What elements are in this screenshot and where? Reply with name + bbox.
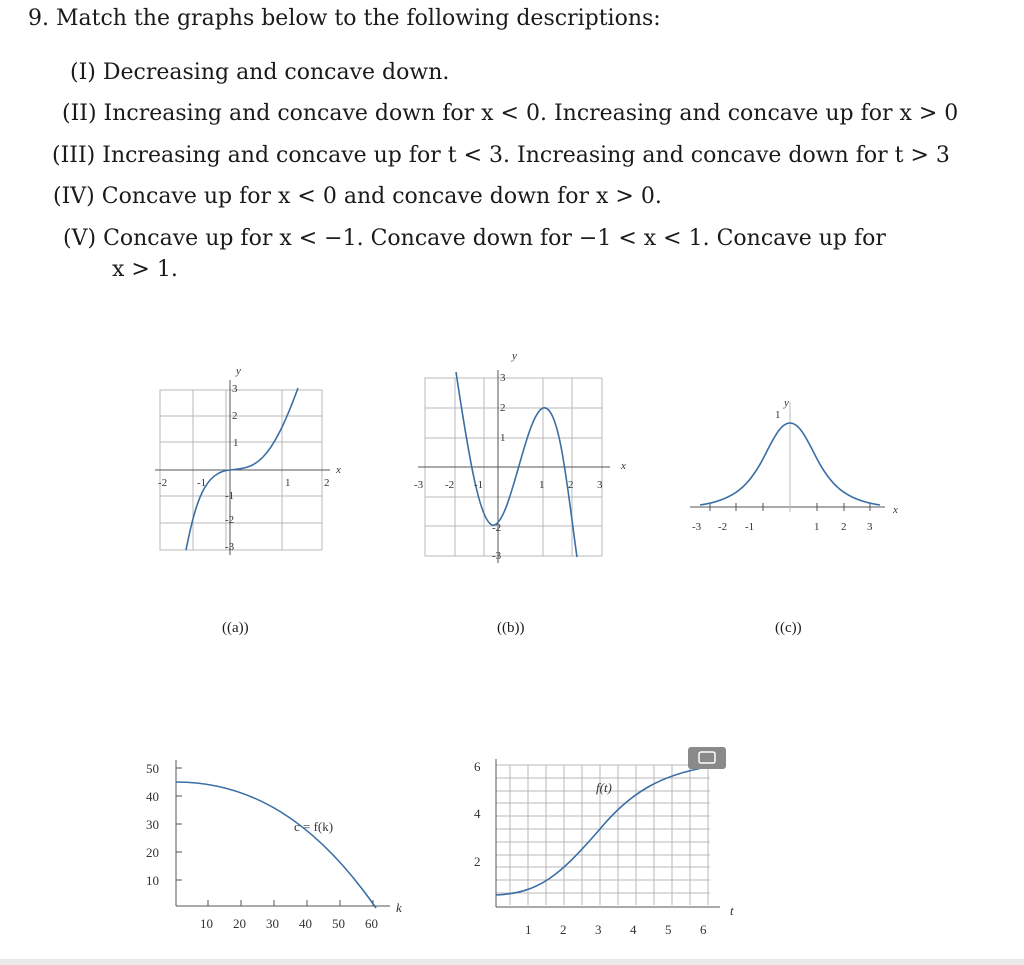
graph-a-x-tick: -2 — [158, 477, 168, 489]
item-text: Concave up for x < −1. Concave down for −1 < x < 1. Concave up for — [103, 226, 886, 251]
graph-c-x-tick: 3 — [867, 521, 873, 533]
graph-c-x-tick: -3 — [692, 521, 702, 533]
graph-e-y-tick: 4 — [474, 806, 481, 821]
item-number: (III) — [52, 143, 96, 168]
description-item-5-cont: x > 1. — [112, 257, 178, 282]
graph-a-curve — [186, 388, 298, 550]
graph-d-x-tick: 40 — [299, 916, 312, 931]
item-number: (II) — [62, 101, 97, 126]
graph-a-caption: ((a)) — [222, 620, 249, 636]
graph-e-x-tick: 5 — [665, 922, 672, 937]
graph-b-y-tick: 3 — [500, 372, 506, 384]
graph-d-y-tick: 50 — [146, 761, 159, 776]
question-title: 9. Match the graphs below to the following descriptions: — [28, 6, 661, 31]
graph-d-ticks — [176, 768, 373, 906]
graph-e-x-tick: 2 — [560, 922, 567, 937]
graph-a-y-tick: 3 — [232, 383, 238, 395]
graph-a — [150, 360, 350, 560]
graph-b-y-tick: -3 — [492, 550, 502, 562]
graph-d-y-tick: 40 — [146, 789, 159, 804]
graph-d-x-tick: 60 — [365, 916, 378, 931]
graph-a-x-tick: 1 — [285, 477, 291, 489]
graph-d-x-tick: 30 — [266, 916, 279, 931]
graph-b-x-tick: 3 — [597, 479, 603, 491]
graph-e-x-tick: 3 — [595, 922, 602, 937]
graph-d-y-tick: 10 — [146, 873, 159, 888]
graph-e-x-tick: 4 — [630, 922, 637, 937]
bottom-bar — [0, 959, 1024, 965]
graph-c-x-tick: -1 — [745, 521, 755, 533]
item-text: Increasing and concave down for x < 0. Increasing and concave up for x > 0 — [103, 101, 959, 126]
graph-d-curve — [176, 782, 376, 908]
graph-d-x-tick: 20 — [233, 916, 246, 931]
graph-d-y-tick: 30 — [146, 817, 159, 832]
graph-c-x-tick: 2 — [841, 521, 847, 533]
graph-e-y-tick: 2 — [474, 854, 481, 869]
graph-c-x-label: x — [893, 504, 898, 516]
description-item-2 — [62, 101, 958, 126]
graph-c-x-tick: -2 — [718, 521, 728, 533]
graph-d-y-tick: 20 — [146, 845, 159, 860]
item-number: (IV) — [53, 184, 95, 209]
graph-a-y-tick: -2 — [225, 514, 235, 526]
graph-d-x-tick: 10 — [200, 916, 213, 931]
graph-c-y-tick: 1 — [775, 409, 781, 421]
graph-a-y-label: y — [236, 365, 241, 377]
graph-c-x-tick: 1 — [814, 521, 820, 533]
graph-a-y-tick: 1 — [233, 437, 239, 449]
graph-c-caption: ((c)) — [775, 620, 802, 636]
description-item-3 — [52, 143, 950, 168]
item-text: Increasing and concave up for t < 3. Increasing and concave down for t > 3 — [102, 143, 950, 168]
item-text: Concave up for x < 0 and concave down for x > 0. — [101, 184, 662, 209]
graph-a-y-tick: 2 — [232, 410, 238, 422]
description-item-4 — [53, 184, 662, 209]
graph-b-caption: ((b)) — [497, 620, 525, 636]
graph-b-x-tick: -2 — [445, 479, 455, 491]
graph-e — [460, 745, 760, 945]
description-item-1 — [70, 60, 449, 85]
graph-b-x-tick: -3 — [414, 479, 424, 491]
graph-d-x-label: k — [396, 900, 402, 915]
graph-e-badge — [688, 747, 726, 769]
graph-a-y-tick: -3 — [225, 541, 235, 553]
graph-b — [400, 345, 640, 575]
graph-e-x-label: t — [730, 903, 734, 918]
graph-e-y-tick: 6 — [474, 759, 481, 774]
graph-b-y-tick: 2 — [500, 402, 506, 414]
graph-c — [680, 390, 910, 550]
item-number: (V) — [63, 226, 97, 251]
graph-b-x-tick: -1 — [474, 479, 484, 491]
graph-e-x-tick: 1 — [525, 922, 532, 937]
graph-a-x-tick: 2 — [324, 477, 330, 489]
graph-b-y-label: y — [512, 350, 517, 362]
graph-e-curve-label: f(t) — [596, 780, 612, 795]
graph-d-x-tick: 50 — [332, 916, 345, 931]
graph-b-x-label: x — [621, 460, 626, 472]
description-item-5 — [63, 226, 886, 251]
graph-c-y-label: y — [784, 397, 789, 409]
graph-a-y-tick: -1 — [225, 490, 235, 502]
graph-b-y-tick: -2 — [492, 522, 502, 534]
graph-d-curve-label: c = f(k) — [294, 819, 334, 834]
graph-a-x-label: x — [336, 464, 341, 476]
item-number: (I) — [70, 60, 96, 85]
graph-b-x-tick: 1 — [539, 479, 545, 491]
graph-a-x-tick: -1 — [197, 477, 207, 489]
item-text: Decreasing and concave down. — [102, 60, 450, 85]
graph-b-curve — [456, 372, 577, 557]
graph-b-x-tick: 2 — [568, 479, 574, 491]
graph-e-x-tick: 6 — [700, 922, 707, 937]
graph-d — [140, 750, 420, 940]
graph-b-y-tick: 1 — [500, 432, 506, 444]
